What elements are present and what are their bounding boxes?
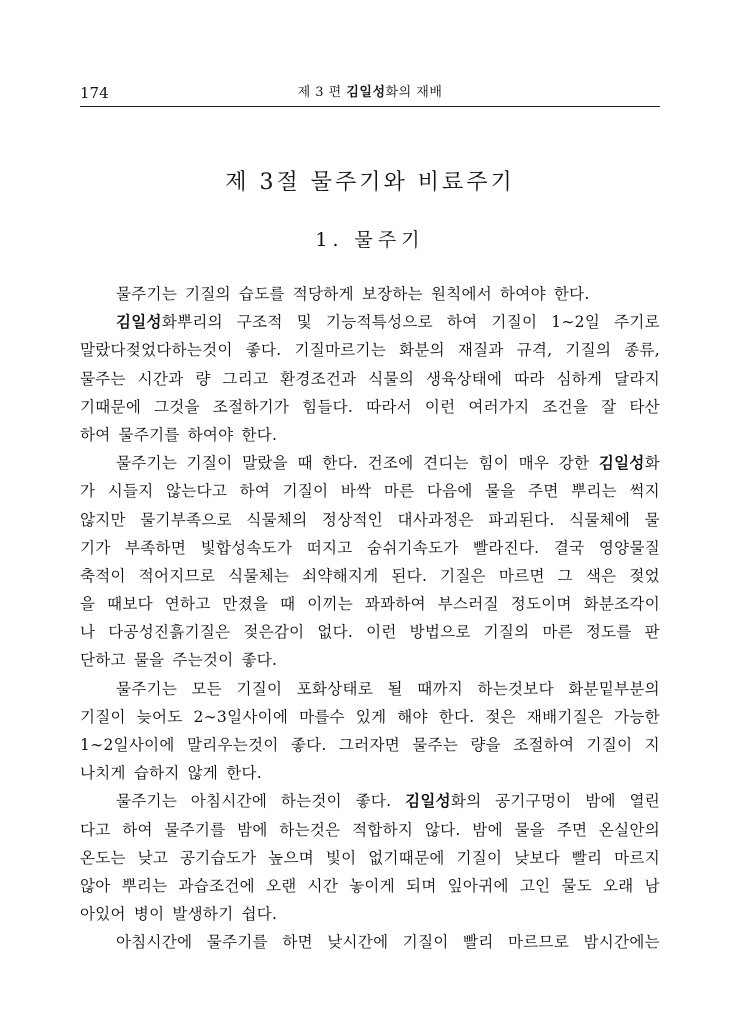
word: 물주기는 [116, 792, 178, 811]
text-line [80, 534, 660, 562]
word: 타산 [629, 397, 660, 416]
text-line [80, 449, 660, 477]
word: 아침시간에 [190, 792, 268, 811]
word: 기때문에 [80, 397, 142, 416]
text-line [80, 618, 660, 646]
word: 정도이며 [510, 595, 572, 614]
word: 마른 [542, 623, 573, 642]
word: 빨라진다. [473, 538, 540, 557]
word: 하여 [80, 425, 111, 444]
word: 하여야 [187, 425, 234, 444]
word: 해야 [397, 707, 428, 726]
word: 썩지 [629, 482, 660, 501]
word: 낮고 [137, 848, 169, 867]
bold-name: 김일성 [116, 313, 162, 332]
word [405, 787, 481, 815]
word: 건조에 [367, 454, 414, 473]
word: 없다. [317, 623, 354, 642]
word: 만졌을 [222, 595, 269, 614]
word: 공기구멍이 [495, 792, 572, 811]
word: 그러자면 [338, 736, 401, 754]
word: 이런 [366, 623, 397, 642]
word: 하여야 [500, 285, 546, 303]
word: 이끼는 [307, 595, 354, 614]
word: 조건을 [542, 397, 589, 416]
word: 기질이 [586, 736, 633, 754]
word [116, 308, 223, 336]
word: 식물체는 [228, 566, 290, 585]
word: 주기로 [614, 313, 660, 332]
word: 정상적인 [321, 510, 384, 529]
word: 마르면 [498, 566, 545, 585]
word: 한다. [226, 764, 262, 783]
word: 물주는 [80, 369, 126, 388]
word: 낮보다 [514, 848, 560, 867]
word-suffix: 화의 [450, 792, 482, 811]
word: 마르므로 [508, 933, 570, 952]
word: 기질이 [456, 848, 503, 867]
word: 한다. [553, 285, 590, 303]
word: 단하고 [80, 651, 126, 670]
word: 대사과정은 [397, 510, 474, 529]
word: 달라지 [614, 369, 660, 388]
page-number: 174 [80, 84, 109, 102]
word: 습하지 [133, 764, 180, 783]
word: 식물체에 [569, 510, 631, 529]
word: 축적이 [80, 566, 126, 585]
word: 빨리 [571, 848, 603, 867]
word: 물도 [561, 876, 592, 895]
word: 물주기는 [116, 679, 178, 698]
word: 기질이 [80, 707, 126, 726]
subsection-title: 1. 물주기 [315, 229, 425, 251]
word: 부족하면 [125, 538, 187, 557]
word: 밤에 [237, 820, 268, 839]
word: 뿌리는 [571, 482, 617, 501]
word: 빛합성속도가 [200, 538, 293, 557]
word: 기질의 [185, 285, 231, 303]
word: 1∼2일 [551, 313, 601, 332]
bold-name: 김일성 [405, 792, 451, 811]
text-line [80, 646, 660, 674]
word: 강한 [558, 454, 590, 473]
word: 구조적 [236, 313, 283, 332]
word: 정도를 [585, 623, 632, 642]
text-line [80, 590, 660, 618]
word: 좋다. [241, 651, 278, 670]
word: 하는것보다 [477, 679, 554, 698]
text-line [80, 280, 660, 308]
word: 영양물질 [598, 538, 660, 557]
word: 재배기질은 [526, 707, 604, 726]
word: 주면 [556, 820, 588, 839]
word: 하는것은 [279, 820, 341, 839]
word: 식물의 [368, 369, 415, 388]
word: 시간과 [137, 369, 184, 388]
text-line [80, 731, 660, 759]
word: 빛이 [325, 848, 357, 867]
word: 때 [297, 454, 313, 473]
word: 시들지 [107, 482, 154, 501]
word: 않아 [80, 876, 111, 895]
word: 않다. [424, 820, 461, 839]
word: 하면 [282, 933, 313, 952]
text-line [80, 787, 660, 815]
word: 좋다. [355, 792, 392, 811]
word: 병이 [133, 905, 165, 924]
word: 하여 [446, 313, 478, 332]
word: 생육상태에 [425, 369, 503, 388]
word: 않는다고 [166, 482, 228, 501]
word: 환경조건과 [280, 369, 357, 388]
word: 않게 [187, 764, 219, 783]
word: 되며 [406, 876, 437, 895]
word: 이런 [424, 397, 456, 416]
word: 물주기를 [118, 425, 180, 444]
text-line [80, 759, 660, 787]
paragraph [80, 449, 660, 675]
text-line [80, 844, 660, 872]
word: 된다. [391, 566, 428, 585]
word: 부스러질 [437, 595, 499, 614]
word: 파괴된다. [488, 510, 555, 529]
word: 젖은 [485, 707, 516, 726]
word: 적어지므로 [138, 566, 216, 585]
word: 물주기를 [164, 820, 226, 839]
word: 때보다 [107, 595, 153, 614]
word: 적합하지 [352, 820, 414, 839]
word: 힘들다. [302, 397, 354, 416]
word: 빨리 [463, 933, 494, 952]
word: 주면 [528, 482, 559, 501]
text-line [80, 816, 660, 844]
word: 기질은 [440, 566, 486, 585]
word: 그리고 [222, 369, 269, 388]
word: 숨쉬기속도가 [366, 538, 459, 557]
word: 밤에 [585, 792, 616, 811]
word: 기질이 [282, 482, 329, 501]
word: 심하게 [556, 369, 603, 388]
word: 종류, [624, 341, 660, 360]
body-text [80, 280, 660, 957]
word: 결국 [553, 538, 585, 557]
word: 물주기를 [206, 933, 268, 952]
word: 나 [80, 623, 96, 642]
word: 조절하기가 [212, 397, 290, 416]
word: 적당하게 [292, 285, 354, 303]
word: 다음에 [426, 482, 473, 501]
running-title-suffix: 화의 재배 [385, 85, 443, 100]
paragraph [80, 675, 660, 788]
word: 시간 [307, 876, 339, 895]
word: 좋다. [290, 736, 327, 754]
word: 온실안의 [598, 820, 660, 839]
paragraph [80, 928, 660, 956]
word: 나치게 [80, 764, 126, 783]
word: 및 [296, 313, 312, 332]
word: 떠지고 [306, 538, 353, 557]
word: 좋다. [245, 341, 282, 360]
text-line [80, 562, 660, 590]
word: 기질이 [402, 933, 449, 952]
word: 량을 [470, 736, 501, 754]
word: 있게 [355, 707, 387, 726]
word: 주는것이 [172, 651, 234, 670]
word: 화분밑부분의 [568, 679, 660, 698]
word: 견디는 [423, 454, 469, 473]
word: 지 [644, 736, 660, 754]
word: 열린 [629, 792, 660, 811]
word: 기질의 [483, 623, 530, 642]
text-line [80, 336, 660, 364]
word: 따라 [514, 369, 545, 388]
word: 잎아귀에 [447, 876, 509, 895]
word: 량 [195, 369, 211, 388]
word: 하여 [239, 482, 271, 501]
word: 기질이 [236, 679, 283, 698]
word: 기가 [80, 538, 111, 557]
word: 발생하기 [172, 905, 234, 924]
running-title-prefix: 제 3 편 [297, 85, 342, 100]
word-suffix: 화 [644, 454, 660, 473]
word: 매우 [518, 454, 550, 473]
text-line [80, 477, 660, 505]
paragraph [80, 280, 660, 308]
word-suffix: 화뿌리의 [161, 313, 223, 332]
word: 한다. [322, 454, 359, 473]
word: 규격, [516, 341, 553, 360]
word: 보장하는 [361, 285, 423, 303]
word: 물주는 [412, 736, 459, 754]
word: 아침시간에 [116, 933, 193, 952]
word: 모든 [191, 679, 223, 698]
word: 꽈꽈하여 [364, 595, 426, 614]
word: 화분조각이 [583, 595, 660, 614]
word: 1∼2일사이에 [80, 736, 175, 754]
word: 을 [80, 595, 96, 614]
word: 쉽다. [241, 905, 278, 924]
word: 마르지 [614, 848, 660, 867]
text-line [80, 928, 660, 956]
running-header [80, 84, 660, 107]
word: 잘 [601, 397, 617, 416]
word: 물주기는 [116, 285, 178, 303]
word: 방법으로 [409, 623, 471, 642]
word: 마른 [383, 482, 415, 501]
text-line [80, 703, 660, 731]
word: 오래 [603, 876, 634, 895]
word: 그 [557, 566, 573, 585]
paragraph [80, 787, 660, 928]
word: 2∼3일사이에 [193, 707, 289, 726]
word: 마를수 [299, 707, 345, 726]
word: 과습조건에 [178, 876, 255, 895]
word: 늦어도 [136, 707, 183, 726]
text-line [80, 421, 660, 449]
word: 기질의 [565, 341, 612, 360]
running-title [80, 85, 660, 101]
word: 물 [644, 510, 660, 529]
word: 재질과 [457, 341, 504, 360]
word: 그것을 [154, 397, 200, 416]
text-line [80, 872, 660, 900]
word: 오랜 [265, 876, 297, 895]
word: 조절하여 [513, 736, 575, 754]
word: 될 [387, 679, 403, 698]
word: 가 [80, 482, 96, 501]
word: 기질마르기는 [294, 341, 387, 360]
word: 하여 [122, 820, 153, 839]
word: 공기습도가 [180, 848, 257, 867]
word: 높으며 [268, 848, 315, 867]
word [599, 449, 660, 477]
word: 따라서 [366, 397, 412, 416]
word: 식물체의 [246, 510, 308, 529]
word: 온도는 [80, 848, 126, 867]
word: 연하고 [164, 595, 211, 614]
word: 기질이 [491, 313, 538, 332]
word: 말리우는것이 [186, 736, 279, 754]
text-line [80, 675, 660, 703]
word: 않지만 [80, 510, 126, 529]
word: 때까지 [417, 679, 464, 698]
word: 물을 [514, 820, 546, 839]
word: 습도를 [238, 285, 285, 303]
text-line [80, 308, 660, 336]
word: 힘이 [478, 454, 510, 473]
word: 젖은감이 [243, 623, 305, 642]
word: 다공성진흙기질은 [108, 623, 231, 642]
word: 물을 [485, 482, 516, 501]
text-line [80, 900, 660, 928]
word: 젖었 [629, 566, 660, 585]
word: 밤시간에는 [583, 933, 660, 952]
word: 놓이게 [349, 876, 395, 895]
word: 고인 [519, 876, 551, 895]
word: 없기때문에 [368, 848, 445, 867]
word: 하는것이 [280, 792, 342, 811]
word: 낮시간에 [327, 933, 389, 952]
word: 물주기는 [116, 454, 178, 473]
word: 원칙에서 [430, 285, 493, 303]
paragraph [80, 308, 660, 449]
text-line [80, 506, 660, 534]
word: 다고 [80, 820, 111, 839]
word: 기질이 [186, 454, 233, 473]
word: 말랐을 [242, 454, 288, 473]
word: 말랐다젖었다하는것이 [80, 341, 233, 360]
word: 바싹 [340, 482, 372, 501]
word: 남 [644, 876, 660, 895]
word: 가능한 [614, 707, 660, 726]
word: 물기부족으로 [140, 510, 232, 529]
word: 판 [644, 623, 660, 642]
word: 한다. [438, 707, 475, 726]
word: 포화상태로 [296, 679, 374, 698]
word: 뿌리는 [121, 876, 168, 895]
word: 밤에 [472, 820, 503, 839]
running-title-name: 김일성 [346, 85, 386, 100]
word: 쇠약해지게 [302, 566, 379, 585]
word: 물을 [133, 651, 165, 670]
word: 화분의 [399, 341, 445, 360]
word: 때 [280, 595, 296, 614]
word: 한다. [241, 425, 278, 444]
word: 아있어 [80, 905, 126, 924]
word: 색은 [585, 566, 617, 585]
word: 기능적특성으로 [325, 313, 433, 332]
text-line [80, 393, 660, 421]
bold-name: 김일성 [598, 454, 645, 473]
word: 여러가지 [468, 397, 530, 416]
text-line [80, 365, 660, 393]
section-title: 제 3절 물주기와 비료주기 [225, 170, 515, 195]
